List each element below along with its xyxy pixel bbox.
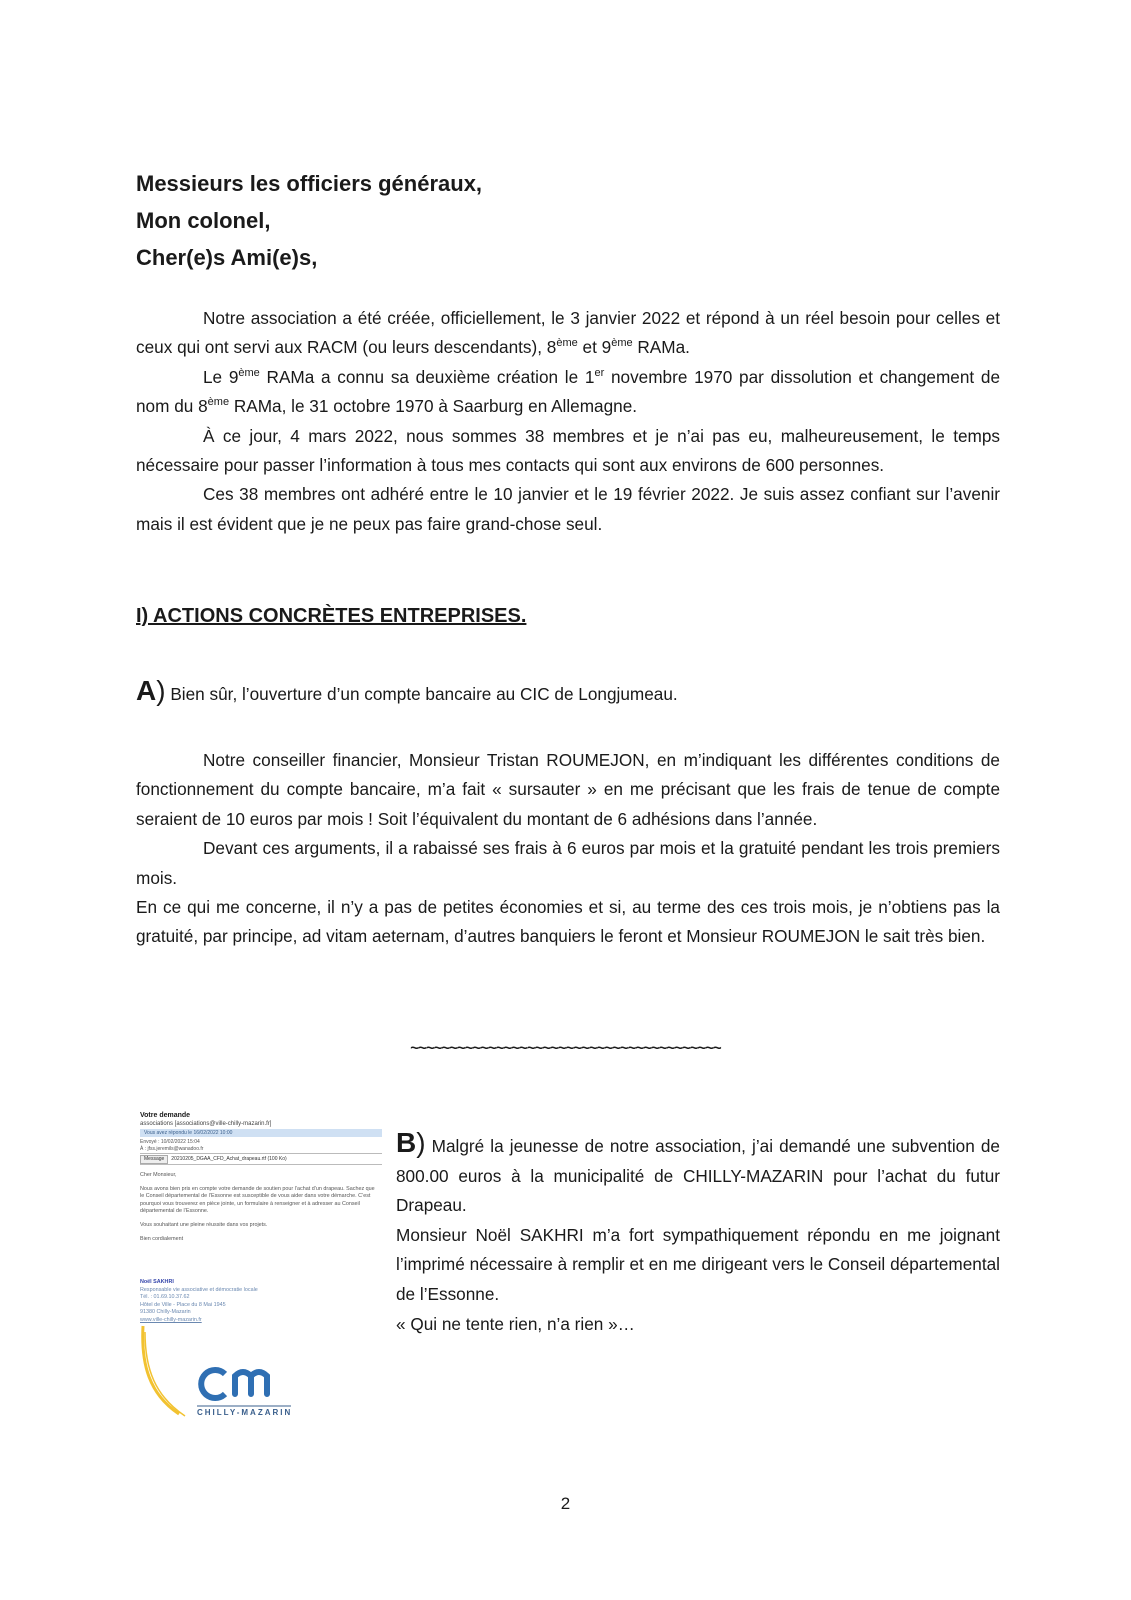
intro-paragraph-2 [136,363,1000,422]
section-b-paragraph-3: « Qui ne tente rien, n’a rien »… [396,1313,635,1334]
section-b-paren: ) [416,1127,426,1158]
email-salutation: Cher Monsieur, [140,1172,177,1178]
email-title: Votre demande [140,1112,191,1119]
text-run: RAMa a connu sa deuxième création le 1 [259,366,595,387]
section-b [396,1128,1000,1339]
signature-web: www.ville-chilly-mazarin.fr [140,1316,202,1323]
email-info-bar: Vous avez répondu le 16/02/2022 10:00 [140,1129,382,1137]
greeting-line-1: Messieurs les officiers généraux, [136,171,483,196]
superscript: ème [611,337,633,350]
signature-role: Responsable vie associative et démocratie locale [140,1286,258,1293]
email-wish: Vous souhaitant une pleine réussite dans vos projets. [140,1221,268,1228]
section-a-text: Bien sûr, l’ouverture d’un compte bancaire au CIC de Longjumeau. [165,684,678,704]
email-attachment: 20210205_DGAA_CFD_Achat_drapeau.rtf (100 Ko) [171,1156,287,1162]
email-body-text: Nous avons bien pris en compte votre demande de soutien pour l’achat d’un drapeau. Sachez que le Conseil départemental de l’Essonne est susceptible de vous aider dans votre démarche. C’est pourquoi vous trouverez en pièce jointe, un formulaire à renseigner et à adresser au Conseil départemental de l’Essonne. [140,1185,375,1215]
separator-text: ~~~~~~~~~~~~~~~~~~~~~~~~~~~~~~~~~~~~~~~~ [410,1040,721,1057]
separator [0,1040,1131,1057]
superscript: er [594,366,605,379]
greeting-line-2: Mon colonel, [136,208,271,233]
email-body [140,1172,380,1249]
greeting-line-3: Cher(e)s Ami(e)s, [136,245,318,270]
email-message-tab: Message [140,1155,168,1164]
section-a-heading [136,675,678,707]
email-thumbnail [139,1112,383,1424]
email-to: À : jfss.jeremils@wanadoo.fr [140,1146,204,1152]
email-from: associations [associations@ville-chilly-mazarin.fr] [140,1121,272,1127]
logo-text: CHILLY-MAZARIN [197,1408,293,1417]
section-a-body [136,746,1000,952]
signature-tel: Tél. : 01.69.10.37.62 [140,1294,190,1301]
text-run: Notre association a été créée, officiellement, le 3 janvier 2022 et répond à un réel besoin pour celles et ceux qui ont servi aux RACM (ou leurs descendants), 8 [136,308,1000,358]
section-a-paragraph-1: Notre conseiller financier, Monsieur Tristan ROUMEJON, en m’indiquant les différentes conditions de fonctionnement du compte bancaire, m’a fait « sursauter » en me précisant que les frais de tenue de compte seraient de 10 euros par mois ! Soit l’équivalent du montant de 6 adhésions dans l’année. [136,750,1000,829]
intro-section [136,304,1000,539]
signature-address-1: Hôtel de Ville - Place du 8 Mai 1945 [140,1301,226,1308]
superscript: ème [207,396,230,409]
superscript: ème [238,366,260,379]
signature-address-2: 91380 Chilly-Mazarin [140,1309,191,1316]
page-number: 2 [560,1494,571,1513]
section-b-letter: B [396,1127,417,1158]
chilly-mazarin-logo [139,1324,383,1424]
section-title: I) ACTIONS CONCRÈTES ENTREPRISES. [136,605,527,627]
email-signature [140,1279,258,1325]
section-b-paragraph-2: Monsieur Noël SAKHRI m’a fort sympathiquement répondu en me joignant l’imprimé nécessaire à remplir et en me dirigeant vers le Conseil départemental de l’Essonne. [396,1224,1000,1304]
intro-paragraph-1 [136,304,1000,363]
superscript: ème [556,337,578,350]
text-run: RAMa. [632,337,690,358]
signature-name: Noël SAKHRI [140,1279,174,1285]
section-a-paren: ) [156,675,166,706]
greeting [136,165,482,276]
intro-paragraph-3: À ce jour, 4 mars 2022, nous sommes 38 membres et je n’ai pas eu, malheureusement, le temps nécessaire pour passer l’information à tous mes contacts qui sont aux environs de 600 personnes. [136,425,1000,476]
text-run: et 9 [577,337,612,358]
text-run: novembre 1970 par dissolution et changement de nom du 8 [136,366,1001,417]
text-run: Le 9 [203,366,239,387]
section-a-paragraph-3: En ce qui me concerne, il n’y a pas de petites économies et si, au terme des ces trois mois, je n’obtiens pas la gratuité, par principe, ad vitam aeternam, d’autres banquiers le feront et Monsieur ROUMEJON le sait très bien. [136,897,1000,947]
section-a-paragraph-2: Devant ces arguments, il a rabaissé ses frais à 6 euros par mois et la gratuité pendant les trois premiers mois. [136,838,1000,888]
email-closing: Bien cordialement [140,1235,184,1242]
email-attachment-row [140,1153,382,1165]
section-a-letter: A [136,675,157,706]
section-b-text: Malgré la jeunesse de notre association, j’ai demandé une subvention de 800.00 euros à la municipalité de CHILLY-MAZARIN pour l’achat du futur Drapeau. [396,1136,1000,1216]
email-date: Envoyé : 10/02/2022 15:04 [140,1139,200,1145]
section-b-paragraph-1 [396,1128,1000,1221]
intro-paragraph-4: Ces 38 membres ont adhéré entre le 10 janvier et le 19 février 2022. Je suis assez confiant sur l’avenir mais il est évident que je ne peux pas faire grand-chose seul. [136,484,1000,534]
text-run: RAMa, le 31 octobre 1970 à Saarburg en Allemagne. [229,396,638,417]
